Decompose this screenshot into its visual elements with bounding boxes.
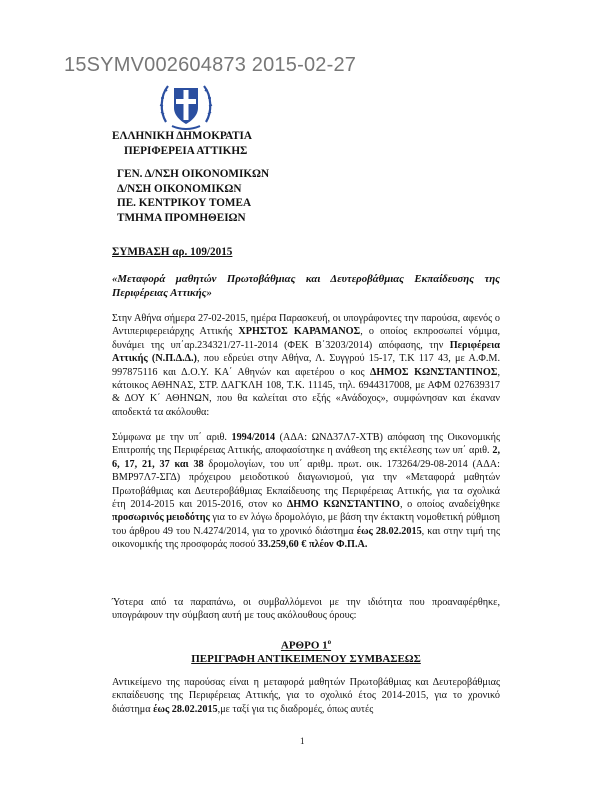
- procurement-department: ΤΜΗΜΑ ΠΡΟΜΗΘΕΙΩΝ: [117, 211, 246, 224]
- issuer-header: [112, 129, 252, 158]
- general-directorate: ΓΕΝ. Δ/ΝΣΗ ΟΙΚΟΝΟΜΙΚΩΝ: [117, 168, 270, 180]
- article-number: ΑΡΘΡΟ $1^o$: [280, 638, 332, 652]
- article-title: ΠΕΡΙΓΡΑΦΗ ΑΝΤΙΚΕΙΜΕΝΟΥ ΣΥΜΒΑΣΕΩΣ: [191, 653, 421, 665]
- terms-intro-paragraph: Ύστερα από τα παραπάνω, οι συμβαλλόμενοι με την ιδιότητα που προαναφέρθηκε, υπογράφουν την σύμβαση αυτή με τους ακόλουθους όρους:: [112, 597, 500, 622]
- page-number: 1: [300, 736, 305, 746]
- department-header: [117, 167, 269, 225]
- article-1-paragraph: Αντικείμενο της παρούσας είναι η μεταφορά μαθητών Πρωτοβάθμιας και Δευτεροβάθμιας εκπαίδευσης της Περιφέρειας Αττικής, για το σχολικό έτος 2014-2015, για το χρονικό διάστημα έως 28.02.2015,με ταξί για τις διαδρομές, όπως αυτές: [112, 677, 500, 715]
- contract-subject: «Μεταφορά μαθητών Πρωτοβάθμιας και Δευτεροβάθμιας Εκπαίδευσης της Περιφέρειας Αττικής»: [112, 273, 500, 299]
- parties-paragraph: Στην Αθήνα σήμερα 27-02-2015, ημέρα Παρασκευή, οι υπογράφοντες την παρούσα, αφενός ο Αντιπεριφερειάρχης Αττικής ΧΡΗΣΤΟΣ ΚΑΡΑΜΑΝΟΣ, ο οποίος εκπροσωπεί νόμιμα, δυνάμει της υπ΄αρ.234321/27-11-2014 (ΦΕΚ Β΄3203/2014) απόφασης, την Περιφέρεια Αττικής (Ν.Π.Δ.Δ.), που εδρεύει στην Αθήνα, Λ. Συγγρού 15-17, Τ.Κ 117 43, με Α.Φ.Μ. 997875116 και Δ.Ο.Υ. ΚΑ΄ Αθηνών και αφετέρου ο κος ΔΗΜΟΣ ΚΩΝΣΤΑΝΤΙΝΟΣ, κάτοικος ΑΘΗΝΑΣ, ΣΤΡ. ΔΑΓΚΛΗ 108, Τ.Κ. 11145, τηλ. 6944317008, με ΑΦΜ 027639317 & ΔΟΥ Κ΄ ΑΘΗΝΩΝ, που θα καλείται στο εξής «Ανάδοχος», συμφώνησαν και έκαναν αποδεκτά τα ακόλουθα:: [112, 313, 500, 418]
- country-name: ΕΛΛΗΝΙΚΗ ΔΗΜΟΚΡΑΤΙΑ: [112, 130, 252, 142]
- regional-unit: ΠΕ. ΚΕΝΤΡΙΚΟΥ ΤΟΜΕΑ: [117, 197, 252, 209]
- decision-paragraph: Σύμφωνα με την υπ΄ αριθ. 1994/2014 (ΑΔΑ: ΩΝΔ37Λ7-ΧΤΒ) απόφαση της Οικονομικής Επιτροπής της Περιφέρειας Αττικής, αποφασίστηκε η ανάθεση της εκτέλεσης των υπ΄ αριθ. 2, 6, 17, 21, 37 και 38 δρομολογίων, του υπ΄ αριθμ. πρωτ. οικ. 173264/29-08-2014 (ΑΔΑ: ΒΜΡ97Λ7-ΣΓΔ) πρόχειρου μειοδοτικού διαγωνισμού, για την «Μεταφορά μαθητών Πρωτοβάθμιας και Δευτεροβάθμιας Εκπαίδευσης της Περιφέρειας Αττικής, για τα σχολικά έτη 2014-2015 και 2015-2016, στον κο ΔΗΜΟ ΚΩΝΣΤΑΝΤΙΝΟ, ο οποίος αναδείχθηκε προσωρινός μειοδότης για το εν λόγω δρομολόγιο, με βάση την έκτακτη νομοθετική ρύθμιση του άρθρου 49 του Ν.4274/2014, για το χρονικό διάστημα έως 28.02.2015, και στην τιμή της οικονομικής της προσφοράς ποσού 33.259,60 € πλέον Φ.Π.Α.: [112, 432, 500, 551]
- region-name: ΠΕΡΙΦΕΡΕΙΑ ΑΤΤΙΚΗΣ: [124, 144, 248, 157]
- contract-number: ΣΥΜΒΑΣΗ αρ. 109/2015: [112, 246, 233, 258]
- directorate: Δ/ΝΣΗ ΟΙΚΟΝΟΜΙΚΩΝ: [117, 182, 242, 195]
- document-id-stamp: 15SYMV002604873 2015-02-27: [64, 54, 357, 76]
- greek-coat-of-arms-emblem: [158, 78, 214, 134]
